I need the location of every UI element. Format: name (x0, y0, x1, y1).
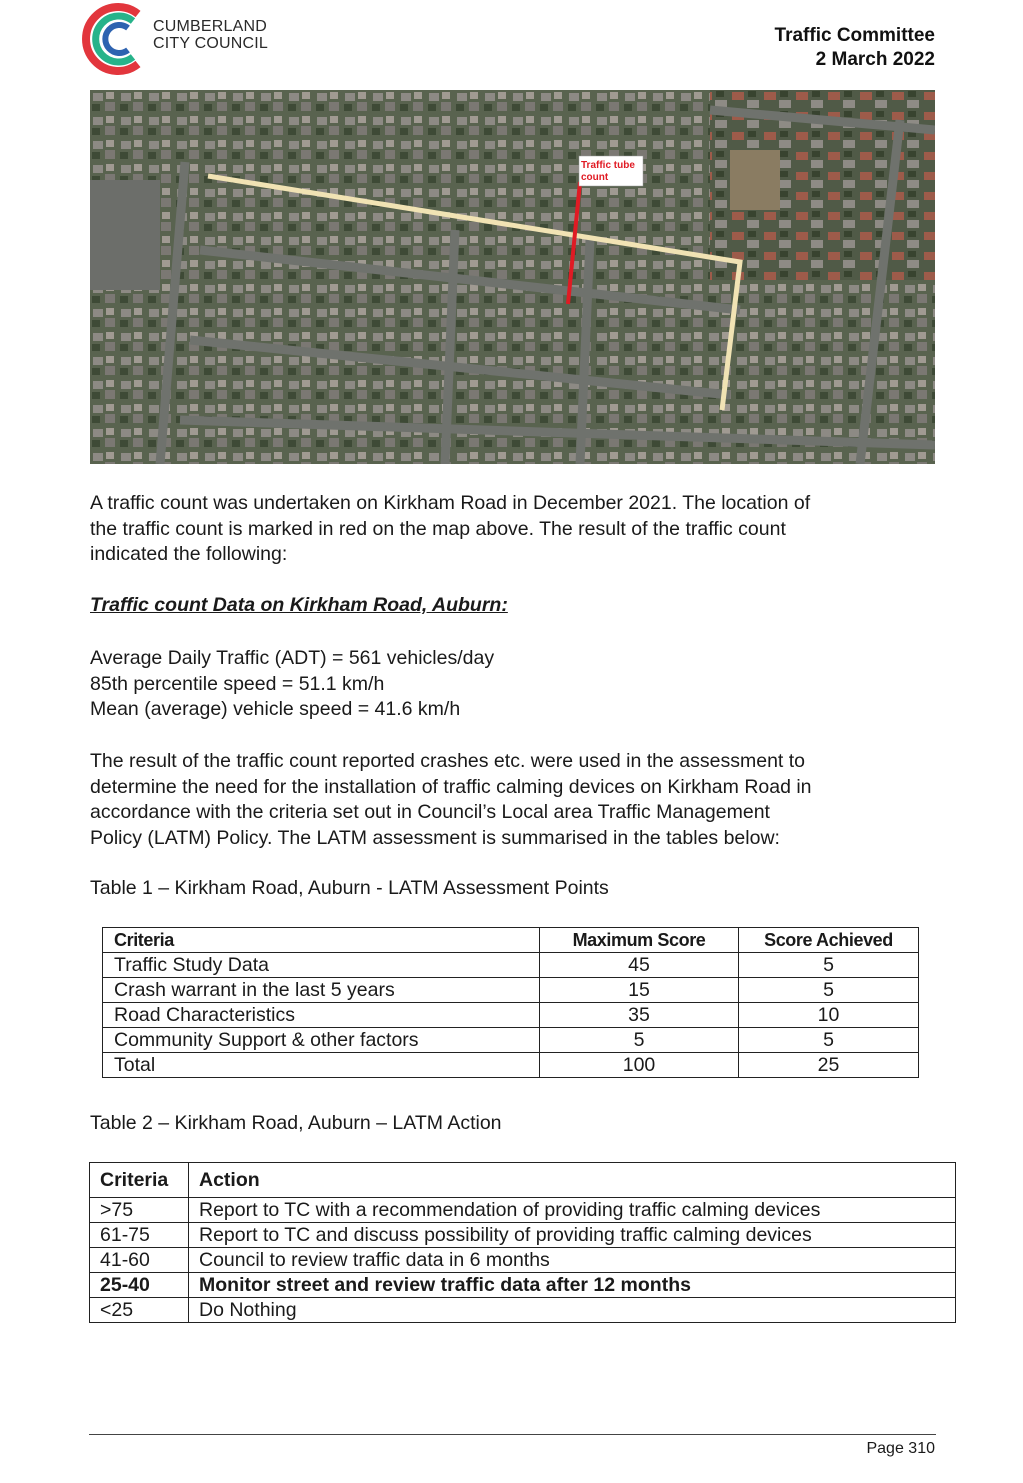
table-cell: 5 (739, 978, 919, 1003)
intro-line: A traffic count was undertaken on Kirkham Road in December 2021. The location of (90, 492, 811, 514)
table-cell: Traffic Study Data (103, 953, 540, 978)
council-name (153, 18, 268, 52)
table-cell: 25-40 (90, 1273, 189, 1298)
stat-mean-speed: Mean (average) vehicle speed = 41.6 km/h (90, 698, 461, 721)
table-cell: 5 (739, 1028, 919, 1053)
table-cell: 10 (739, 1003, 919, 1028)
footer-rule (89, 1434, 936, 1435)
table-row (90, 1298, 956, 1323)
intro-paragraph (90, 491, 940, 568)
table1-caption: Table 1 – Kirkham Road, Auburn - LATM Assessment Points (90, 877, 609, 899)
table-cell: 5 (540, 1028, 739, 1053)
table-cell: 5 (739, 953, 919, 978)
table-cell: 100 (540, 1053, 739, 1078)
map-annotation-line1: Traffic tube (581, 160, 635, 171)
latm-action-table (89, 1162, 956, 1323)
assessment-line: The result of the traffic count reported crashes etc. were used in the assessment to (90, 750, 806, 772)
table-row-highlighted (90, 1273, 956, 1298)
page-number: Page 310 (866, 1440, 935, 1457)
council-name-line2: CITY COUNCIL (153, 35, 269, 52)
column-header: Action (189, 1163, 956, 1198)
table-cell: Report to TC and discuss possibility of providing traffic calming devices (189, 1223, 956, 1248)
table-cell: >75 (90, 1198, 189, 1223)
table-cell: Council to review traffic data in 6 months (189, 1248, 956, 1273)
table-cell: Report to TC with a recommendation of providing traffic calming devices (189, 1198, 956, 1223)
stat-adt: Average Daily Traffic (ADT) = 561 vehicles/day (90, 647, 495, 669)
column-header: Criteria (103, 928, 540, 953)
table-cell: 45 (540, 953, 739, 978)
table-row (103, 953, 919, 978)
table-cell: Crash warrant in the last 5 years (103, 978, 540, 1003)
council-logo (76, 0, 156, 78)
intro-line: indicated the following: (90, 543, 288, 566)
table-cell: 35 (540, 1003, 739, 1028)
document-title: Traffic Committee (774, 25, 935, 46)
table-cell: 41-60 (90, 1248, 189, 1273)
table-header-row (103, 928, 919, 953)
intro-line: the traffic count is marked in red on the map above. The result of the traffic count (90, 517, 786, 540)
document-date: 2 March 2022 (815, 49, 935, 70)
council-name-line1: CUMBERLAND (153, 18, 268, 35)
table-header-row (90, 1163, 956, 1198)
table-cell: 61-75 (90, 1223, 189, 1248)
stat-85th-speed: 85th percentile speed = 51.1 km/h (90, 672, 385, 695)
column-header: Criteria (90, 1163, 189, 1198)
table-row (103, 1028, 919, 1053)
table-cell: Total (103, 1053, 540, 1078)
table2-caption: Table 2 – Kirkham Road, Auburn – LATM Action (90, 1112, 502, 1134)
assessment-points-table (102, 927, 919, 1078)
table-cell: 15 (540, 978, 739, 1003)
assessment-line: Policy (LATM) Policy. The LATM assessment is summarised in the tables below: (90, 827, 780, 850)
table-cell: Community Support & other factors (103, 1028, 540, 1053)
table-row (90, 1223, 956, 1248)
document-header (775, 24, 935, 72)
table-cell: 25 (739, 1053, 919, 1078)
assessment-paragraph (90, 749, 940, 852)
table-cell: Do Nothing (189, 1298, 956, 1323)
traffic-stats (90, 646, 940, 723)
table-cell: Road Characteristics (103, 1003, 540, 1028)
aerial-map (90, 90, 935, 464)
column-header: Maximum Score (540, 928, 739, 953)
table-row-total (103, 1053, 919, 1078)
section-heading: Traffic count Data on Kirkham Road, Auburn: (90, 594, 508, 616)
map-annotation-line2: count (581, 172, 609, 183)
table-cell: Monitor street and review traffic data after 12 months (189, 1273, 956, 1298)
assessment-line: accordance with the criteria set out in Council’s Local area Traffic Management (90, 801, 770, 824)
table-row (103, 978, 919, 1003)
table-cell: <25 (90, 1298, 189, 1323)
table-row (103, 1003, 919, 1028)
table-row (90, 1248, 956, 1273)
assessment-line: determine the need for the installation of traffic calming devices on Kirkham Road in (90, 775, 812, 798)
column-header: Score Achieved (739, 928, 919, 953)
table-row (90, 1198, 956, 1223)
